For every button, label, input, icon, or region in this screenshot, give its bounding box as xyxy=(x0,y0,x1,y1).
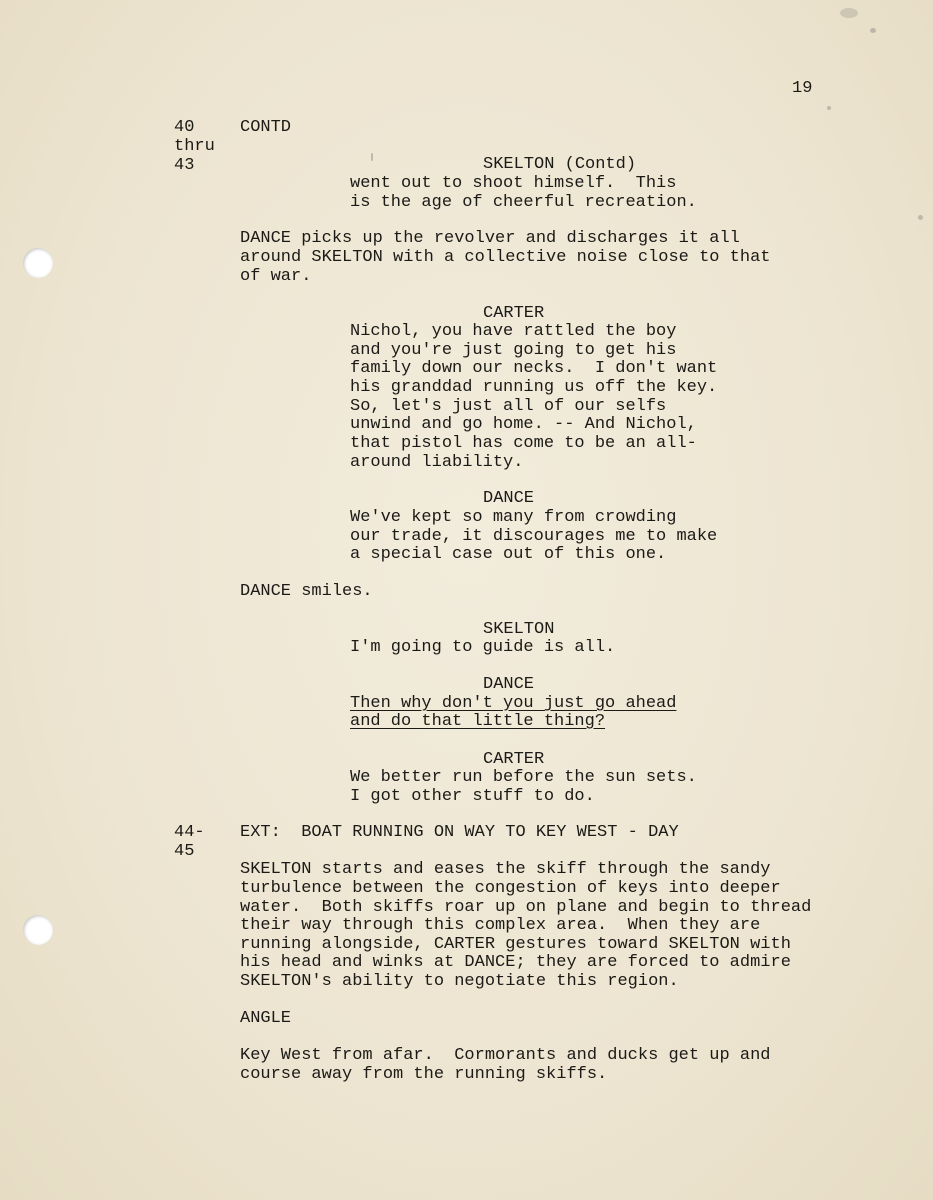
binder-hole-bottom xyxy=(23,915,53,945)
paper-speck xyxy=(371,153,373,161)
paper-speck xyxy=(918,215,923,220)
action-line: water. Both skiffs roar up on plane and begin to thread xyxy=(240,898,812,917)
action-line: SKELTON starts and eases the skiff through the sandy xyxy=(240,860,771,879)
scene-heading: CONTD xyxy=(240,118,292,137)
character-name: CARTER xyxy=(483,750,545,769)
page-number: 19 xyxy=(792,79,813,98)
binder-hole-top xyxy=(23,248,53,278)
scene-number: 40 xyxy=(174,118,195,137)
dialogue-line: I'm going to guide is all. xyxy=(350,638,616,657)
dialogue-line: around liability. xyxy=(350,453,524,472)
dialogue-line: his granddad running us off the key. xyxy=(350,378,718,397)
dialogue-line: unwind and go home. -- And Nichol, xyxy=(350,415,697,434)
dialogue-line: a special case out of this one. xyxy=(350,545,667,564)
action-line: SKELTON's ability to negotiate this region. xyxy=(240,972,679,991)
dialogue-line-underlined: Then why don't you just go ahead xyxy=(350,694,677,713)
dialogue-line: went out to shoot himself. This xyxy=(350,174,677,193)
action-line: their way through this complex area. When they are xyxy=(240,916,761,935)
action-line: turbulence between the congestion of keys into deeper xyxy=(240,879,781,898)
character-name: DANCE xyxy=(483,489,535,508)
scene-number: 44- xyxy=(174,823,205,842)
dialogue-line: I got other stuff to do. xyxy=(350,787,595,806)
dialogue-line: that pistol has come to be an all- xyxy=(350,434,697,453)
dialogue-line: We've kept so many from crowding xyxy=(350,508,677,527)
action-line: Key West from afar. Cormorants and ducks get up and xyxy=(240,1046,771,1065)
scene-number: 43 xyxy=(174,156,195,175)
action-line: of war. xyxy=(240,267,312,286)
action-line: DANCE smiles. xyxy=(240,582,373,601)
action-line: running alongside, CARTER gestures toward SKELTON with xyxy=(240,935,791,954)
action-line: around SKELTON with a collective noise close to that xyxy=(240,248,771,267)
dialogue-line: Nichol, you have rattled the boy xyxy=(350,322,677,341)
action-line: his head and winks at DANCE; they are forced to admire xyxy=(240,953,791,972)
character-name: DANCE xyxy=(483,675,535,694)
paper-speck xyxy=(870,28,876,33)
dialogue-line: We better run before the sun sets. xyxy=(350,768,697,787)
dialogue-line: and you're just going to get his xyxy=(350,341,677,360)
dialogue-line: So, let's just all of our selfs xyxy=(350,397,667,416)
character-name: CARTER xyxy=(483,304,545,323)
scene-heading: EXT: BOAT RUNNING ON WAY TO KEY WEST - DAY xyxy=(240,823,679,842)
scene-number: 45 xyxy=(174,842,195,861)
dialogue-line: our trade, it discourages me to make xyxy=(350,527,718,546)
paper-speck xyxy=(840,8,858,18)
dialogue-line: family down our necks. I don't want xyxy=(350,359,718,378)
action-line: DANCE picks up the revolver and discharges it all xyxy=(240,229,740,248)
dialogue-line-underlined: and do that little thing? xyxy=(350,712,606,731)
character-name: SKELTON (Contd) xyxy=(483,155,637,174)
scene-number: thru xyxy=(174,137,215,156)
action-line: course away from the running skiffs. xyxy=(240,1065,608,1084)
character-name: SKELTON xyxy=(483,620,555,639)
angle-direction: ANGLE xyxy=(240,1009,292,1028)
paper-speck xyxy=(827,106,831,110)
dialogue-line: is the age of cheerful recreation. xyxy=(350,193,697,212)
